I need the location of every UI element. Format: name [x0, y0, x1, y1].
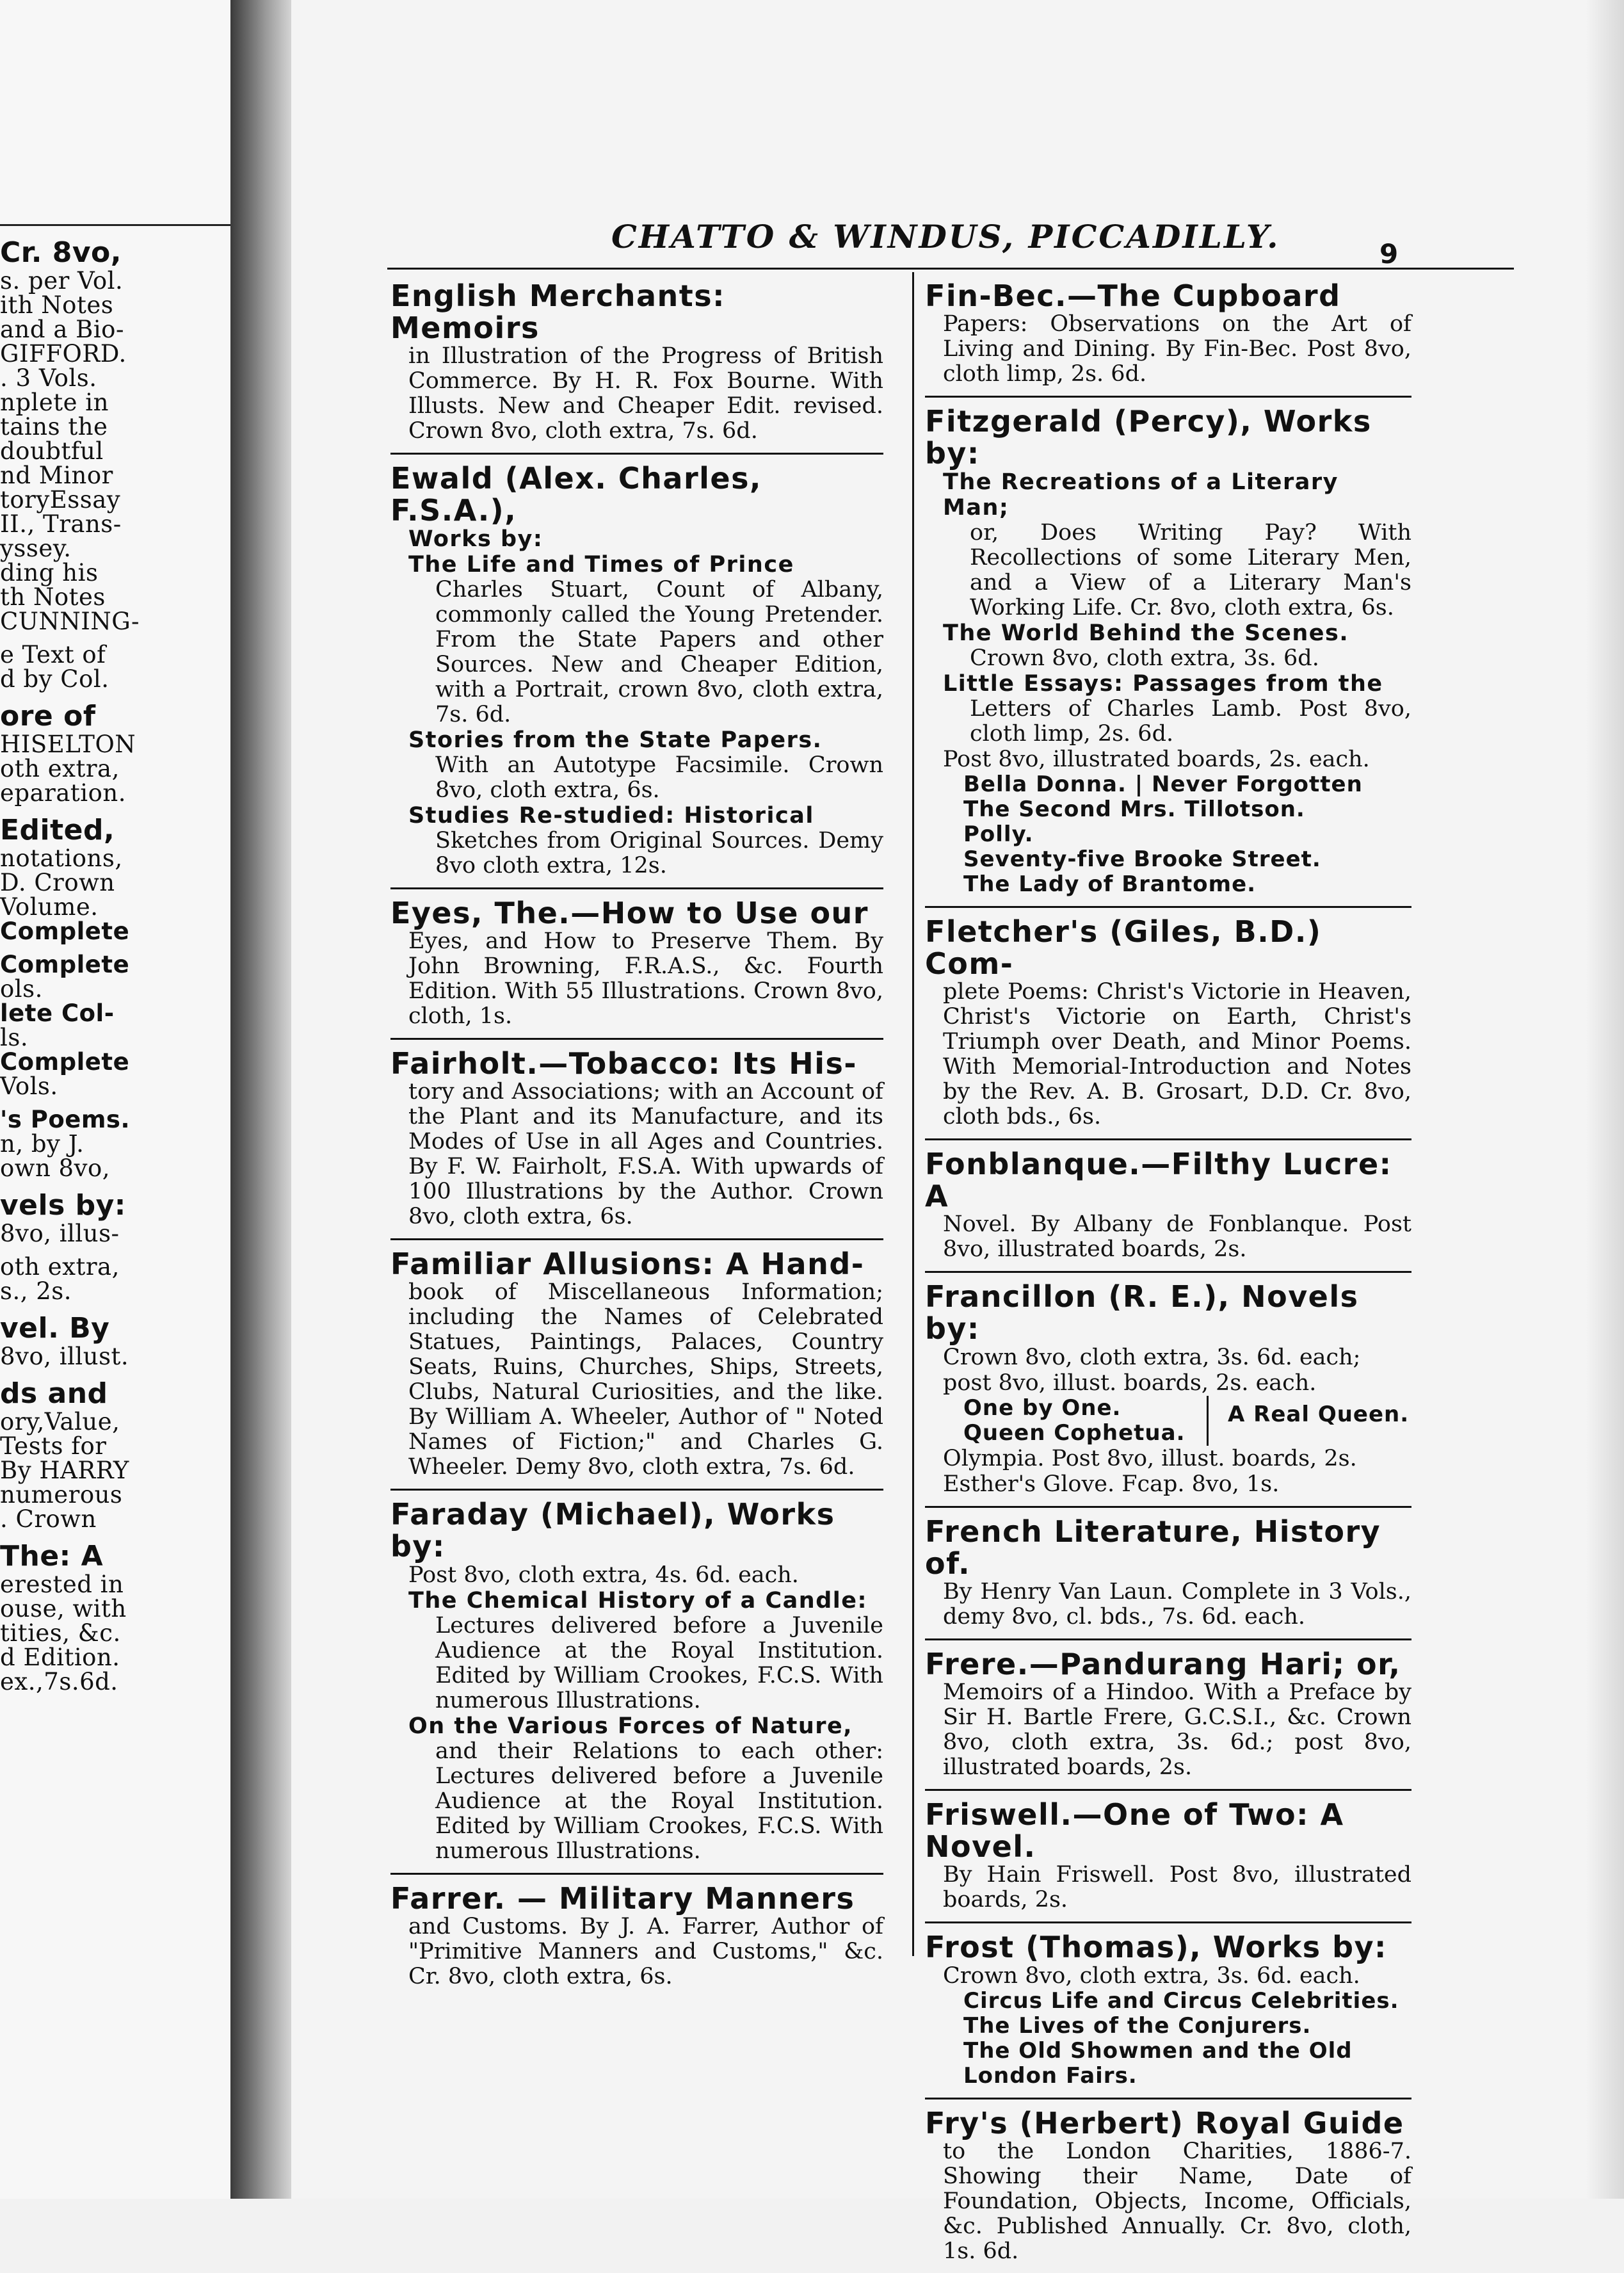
catalogue-page: [291, 0, 1624, 2264]
entry-heading: Fairholt.—Tobacco: Its His-: [390, 1046, 857, 1081]
fragment-line: By HARRY: [0, 1457, 129, 1484]
entry-text: in Illustration of the Progress of British Commerce. By H. R. Fox Bourne. With Illusts. New and Cheaper Edit. revised. Crown 8vo, cloth extra, 7s. 6d.: [408, 343, 883, 444]
running-title: CHATTO & WINDUS, PICCADILLY.: [611, 218, 1280, 255]
entry-farrer: [390, 1875, 883, 1998]
work-description: Letters of Charles Lamb. Post 8vo, cloth limp, 2s. 6d.: [970, 696, 1411, 747]
fragment-line: s. per Vol.: [0, 267, 124, 295]
fragment-line: Volume.: [0, 893, 99, 921]
entry-francillon: [925, 1273, 1411, 1508]
work-title: The Life and Times of Prince: [408, 552, 794, 578]
work-description: With an Autotype Facsimile. Crown 8vo, cloth extra, 6s.: [435, 752, 883, 803]
entry-heading: Fonblanque.—Filthy Lucre: A: [925, 1147, 1392, 1213]
entry-familiar-allusions: [390, 1240, 883, 1491]
entry-friswell: [925, 1791, 1411, 1923]
entry-text: to the London Charities, 1886-7. Showing their Name, Date of Foundation, Objects, Income, Officials, &c. Published Annually. Cr. 8vo, cloth, 1s. 6d.: [943, 2139, 1411, 2264]
fragment-line: Complete: [0, 951, 130, 978]
entry-text: tory and Associations; with an Account of the Plant and its Manufacture, and its Modes of Use in all Ages and Countries. By F. W. Fairholt, F.S.A. With upwards of 100 Illustrations by the Author. Crown 8vo, cloth extra, 6s.: [408, 1079, 883, 1229]
entry-heading: Fin-Bec.—The Cupboard: [925, 279, 1341, 313]
fragment-line: vel. By: [0, 1312, 110, 1345]
novel-title: Polly.: [963, 821, 1034, 847]
left-column: [390, 272, 883, 1998]
book-gutter: [230, 0, 294, 2199]
page-number: 9: [1379, 238, 1399, 270]
fragment-line: Cr. 8vo,: [0, 236, 122, 269]
entry-text: By Henry Van Laun. Complete in 3 Vols., demy 8vo, cl. bds., 7s. 6d. each.: [943, 1579, 1411, 1630]
entry-fry: [925, 2099, 1411, 2273]
work-title: The Chemical History of a Candle:: [408, 1588, 867, 1614]
fragment-line: own 8vo,: [0, 1154, 111, 1182]
fragment-line: Tests for: [0, 1432, 107, 1460]
work-title: Stories from the State Papers.: [408, 727, 823, 753]
entry-fonblanque: [925, 1140, 1411, 1273]
fragment-line: II., Trans-: [0, 510, 122, 538]
entry-french-literature: [925, 1508, 1411, 1640]
entry-text: book of Miscellaneous Information; including the Names of Celebrated Statues, Paintings, Palaces, Country Seats, Ruins, Churches, Ships, Streets, Clubs, Natural Curiosities, and the like. By William A. Wheeler, Author of " Noted Names of Fiction;" and Charles G. Wheeler. Demy 8vo, cloth extra, 7s. 6d.: [408, 1279, 883, 1480]
fragment-line: doubtful: [0, 437, 104, 465]
fragment-line: ls.: [0, 1024, 29, 1051]
facing-page-fragment: [0, 0, 237, 2199]
work-title: The World Behind the Scenes.: [943, 620, 1349, 646]
entry-fairholt: [390, 1040, 883, 1240]
novel-title: A Real Queen.: [1228, 1402, 1410, 1427]
entry-eyes: [390, 889, 883, 1040]
work-title: The Lives of the Conjurers.: [963, 2013, 1312, 2039]
work-title: Studies Re-studied: Historical: [408, 803, 814, 829]
entry-subheading: Works by:: [408, 526, 543, 552]
work-description: Lectures delivered before a Juvenile Audience at the Royal Institution. Edited by William Crookes, F.C.S. With numerous Illustrations.: [435, 1613, 883, 1713]
entry-heading: Familiar Allusions: A Hand-: [390, 1247, 865, 1281]
fragment-line: d by Col.: [0, 665, 109, 693]
entry-frost: [925, 1923, 1411, 2099]
fragment-line: th Notes: [0, 583, 106, 611]
fragment-line: ex.,7s.6d.: [0, 1668, 118, 1695]
entry-text: Memoirs of a Hindoo. With a Preface by Sir H. Bartle Frere, G.C.S.I., &c. Crown 8vo, cloth extra, 3s. 6d.; post 8vo, illustrated boards, 2s.: [943, 1679, 1411, 1780]
fragment-line: n, by J.: [0, 1130, 84, 1158]
novel-list: [925, 772, 1411, 897]
novel-title: The Second Mrs. Tillotson.: [963, 797, 1305, 822]
series-note: Post 8vo, cloth extra, 4s. 6d. each.: [408, 1562, 799, 1588]
fragment-line: vels by:: [0, 1189, 126, 1222]
fragment-line: ding his: [0, 559, 99, 586]
series-note: Crown 8vo, cloth extra, 3s. 6d. each; post 8vo, illust. boards, 2s. each.: [943, 1345, 1361, 1396]
series-note: Post 8vo, illustrated boards, 2s. each.: [943, 747, 1370, 772]
novel-pair-right: [1209, 1396, 1409, 1446]
novel-title: Bella Donna. | Never Forgotten: [963, 772, 1363, 797]
entry-text: plete Poems: Christ's Victorie in Heaven, Christ's Victorie on Earth, Christ's Triumph over Death, and Minor Poems. With Memorial-Introduction and Notes by the Rev. A. B. Grosart, D.D. Cr. 8vo, cloth bds., 6s.: [943, 979, 1411, 1129]
work-description: and their Relations to each other: Lectures delivered before a Juvenile Audience at the Royal Institution. Edited by William Crookes, F.C.S. With numerous Illustrations.: [435, 1738, 883, 1864]
entry-heading: Francillon (R. E.), Novels by:: [925, 1279, 1359, 1346]
fragment-line: toryEssay: [0, 486, 121, 514]
fragment-line: yssey.: [0, 535, 72, 562]
entry-heading: Frere.—Pandurang Hari; or,: [925, 1647, 1401, 1681]
fragment-line: nd Minor: [0, 462, 113, 489]
fragment-line: erested in: [0, 1571, 124, 1598]
fragment-line: lete Col-: [0, 999, 115, 1027]
entry-heading: Faraday (Michael), Works by:: [390, 1497, 835, 1564]
fragment-line: CUNNING-: [0, 608, 140, 635]
novel-extra: Esther's Glove. Fcap. 8vo, 1s.: [943, 1471, 1280, 1497]
fragment-line: The: A: [0, 1540, 104, 1573]
fragment-line: ore of: [0, 700, 96, 732]
fragment-line: 's Poems.: [0, 1106, 130, 1133]
fragment-line: Vols.: [0, 1072, 58, 1100]
entry-text: and Customs. By J. A. Farrer, Author of "Primitive Manners and Customs," &c. Cr. 8vo, cloth extra, 6s.: [408, 1914, 883, 1989]
entry-text: By Hain Friswell. Post 8vo, illustrated boards, 2s.: [943, 1862, 1411, 1913]
work-title: The Old Showmen and the Old London Fairs.: [963, 2038, 1353, 2089]
entry-ewald: [390, 455, 883, 889]
novel-extra: Olympia. Post 8vo, illust. boards, 2s.: [943, 1446, 1357, 1471]
entry-fletcher: [925, 908, 1411, 1140]
entry-heading: Fitzgerald (Percy), Works by:: [925, 404, 1372, 471]
fragment-line: Complete: [0, 918, 130, 945]
entry-fin-bec: [925, 272, 1411, 398]
fragment-line: oth extra,: [0, 1253, 120, 1281]
fragment-line: numerous: [0, 1481, 123, 1509]
series-note: Crown 8vo, cloth extra, 3s. 6d. each.: [943, 1963, 1360, 1989]
fragment-line: tities, &c.: [0, 1619, 121, 1647]
fragment-line: . Crown: [0, 1505, 97, 1533]
entry-heading: Fletcher's (Giles, B.D.) Com-: [925, 914, 1322, 981]
fragment-line: e Text of: [0, 641, 106, 668]
work-title: Circus Life and Circus Celebrities.: [963, 1988, 1399, 2014]
work-title: The Recreations of a Literary Man;: [943, 469, 1339, 521]
fragment-line: s., 2s.: [0, 1277, 72, 1305]
fragment-line: nplete in: [0, 389, 109, 416]
right-column: [925, 272, 1411, 2273]
fragment-line: ith Notes: [0, 291, 114, 319]
fragment-line: tains the: [0, 413, 108, 441]
fragment-line: ols.: [0, 975, 43, 1003]
fragment-line: 8vo, illus-: [0, 1220, 120, 1247]
fragment-line: notations,: [0, 845, 123, 872]
entry-text: Novel. By Albany de Fonblanque. Post 8vo, illustrated boards, 2s.: [943, 1211, 1411, 1262]
fragment-line: ds and: [0, 1377, 108, 1410]
header-rule: [387, 268, 1514, 270]
entry-english-merchants: [390, 272, 883, 455]
fragment-line: and a Bio-: [0, 316, 124, 343]
page-edge-shadow: [1586, 0, 1624, 2199]
work-list: [925, 1989, 1411, 2089]
work-title: Little Essays: Passages from the: [943, 671, 1383, 697]
fragment-line: Complete: [0, 1048, 130, 1076]
fragment-line: 8vo, illust.: [0, 1343, 129, 1370]
novel-pair: [925, 1396, 1411, 1446]
fragment-line: eparation.: [0, 779, 126, 807]
entry-fitzgerald: [925, 398, 1411, 908]
facing-page-rule: [0, 224, 237, 226]
entry-text: Papers: Observations on the Art of Living and Dining. By Fin-Bec. Post 8vo, cloth limp, 2s. 6d.: [943, 311, 1411, 387]
work-title: On the Various Forces of Nature,: [408, 1713, 853, 1739]
facing-page-lines: [0, 237, 237, 1694]
fragment-line: Edited,: [0, 814, 115, 846]
entry-heading: Friswell.—One of Two: A Novel.: [925, 1797, 1344, 1864]
column-divider: [912, 272, 914, 1956]
novel-pair-left: [963, 1396, 1209, 1446]
fragment-line: GIFFORD.: [0, 340, 127, 368]
work-description: Sketches from Original Sources. Demy 8vo cloth extra, 12s.: [435, 828, 883, 878]
entry-heading: Frost (Thomas), Works by:: [925, 1930, 1387, 1964]
entry-text: Eyes, and How to Preserve Them. By John Browning, F.R.A.S., &c. Fourth Edition. With 55 Illustrations. Crown 8vo, cloth, 1s.: [408, 928, 883, 1029]
work-description: or, Does Writing Pay? With Recollections of some Literary Men, and a View of a Literary Man's Working Life. Cr. 8vo, cloth extra, 6s.: [970, 520, 1411, 620]
fragment-line: D. Crown: [0, 869, 115, 896]
fragment-line: ouse, with: [0, 1595, 127, 1622]
fragment-line: HISELTON: [0, 731, 136, 758]
fragment-line: ory,Value,: [0, 1408, 120, 1436]
entry-frere: [925, 1640, 1411, 1791]
fragment-line: . 3 Vols.: [0, 364, 97, 392]
work-description: Crown 8vo, cloth extra, 3s. 6d.: [970, 645, 1319, 671]
entry-faraday: [390, 1491, 883, 1875]
entry-heading: Eyes, The.—How to Use our: [390, 896, 869, 930]
novel-title: One by One.: [963, 1395, 1122, 1421]
fragment-line: d Edition.: [0, 1644, 120, 1671]
entry-heading: French Literature, History of.: [925, 1514, 1381, 1581]
entry-heading: Fry's (Herbert) Royal Guide: [925, 2106, 1404, 2140]
novel-title: Queen Cophetua.: [963, 1420, 1186, 1446]
entry-heading: Ewald (Alex. Charles, F.S.A.),: [390, 461, 762, 528]
entry-heading: Farrer. — Military Manners: [390, 1881, 855, 1916]
entry-heading: English Merchants: Memoirs: [390, 279, 726, 345]
novel-title: The Lady of Brantome.: [963, 871, 1257, 897]
novel-title: Seventy-five Brooke Street.: [963, 846, 1321, 872]
fragment-line: oth extra,: [0, 755, 120, 782]
work-description: Charles Stuart, Count of Albany, commonly called the Young Pretender. From the State Papers and other Sources. New and Cheaper Edition, with a Portrait, crown 8vo, cloth extra, 7s. 6d.: [435, 577, 883, 727]
